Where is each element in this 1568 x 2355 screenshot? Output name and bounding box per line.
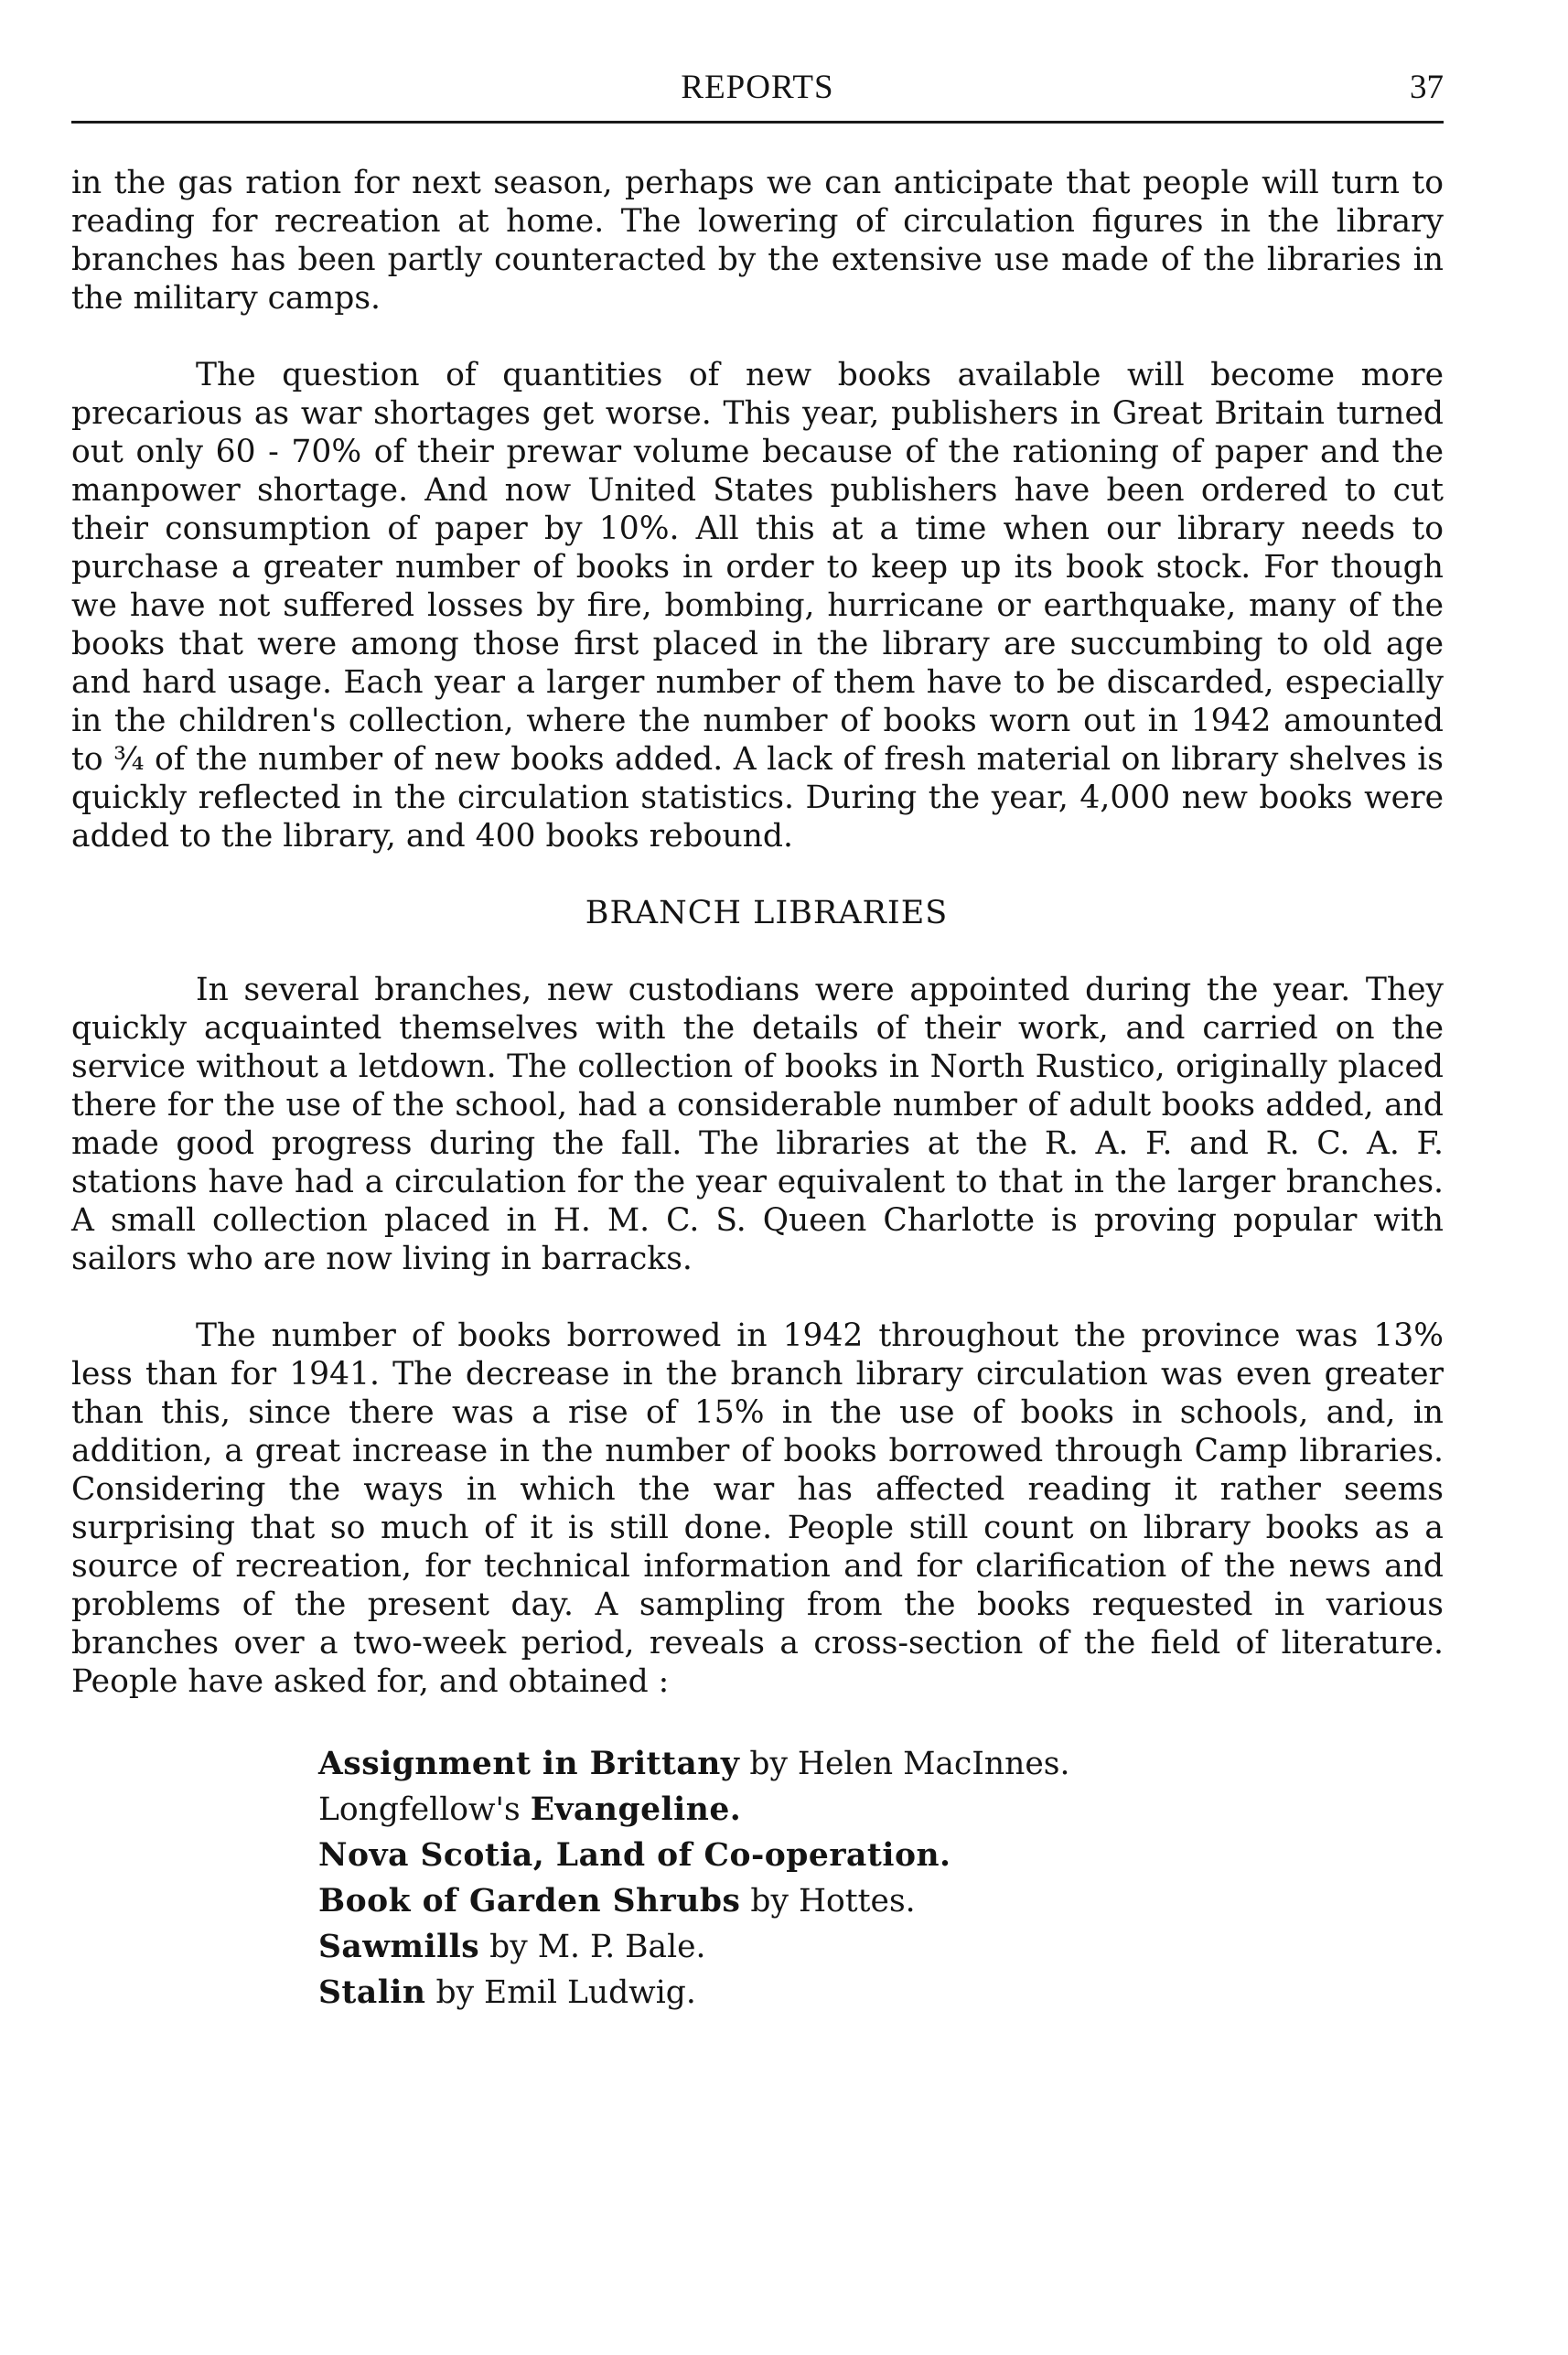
book-title: Sawmills <box>318 1929 480 1965</box>
book-title: Stalin <box>318 1974 426 2011</box>
paragraph-circulation: The number of books borrowed in 1942 throughout the province was 13% less than for 1941. The decrease in the branch library circulation was even greater than this, since there was a rise of 15% in the use of books in schools, and, in addition, a great increase in the number of books borrowed through Camp libraries. Considering the ways in which the war has affected reading it rather seems surprising that so much of it is still done. People still count on library books as a source of recreation, for technical information and for clarification of the news and problems of the present day. A sampling from the books requested in various branches over a two-week period, reveals a cross-section of the field of literature. People have asked for, and obtained : <box>71 1317 1444 1700</box>
book-title: Evangeline. <box>530 1791 742 1828</box>
list-item <box>318 1741 1444 1787</box>
book-author: by M. P. Bale. <box>479 1929 706 1965</box>
list-item <box>318 1833 1444 1878</box>
book-title: Book of Garden Shrubs <box>318 1883 741 1919</box>
book-author: by Emil Ludwig. <box>425 1974 696 2011</box>
paragraph-new-books: The question of quantities of new books available will become more precarious as war shortages get worse. This year, publishers in Great Britain turned out only 60 - 70% of their prewar volume because of the rationing of paper and the manpower shortage. And now United States publishers have been ordered to cut their consumption of paper by 10%. All this at a time when our library needs to purchase a greater number of books in order to keep up its book stock. For though we have not suffered losses by fire, bombing, hurricane or earthquake, many of the books that were among those first placed in the library are succumbing to old age and hard usage. Each year a larger number of them have to be discarded, especially in the children's collection, where the number of books worn out in 1942 amounted to ¾ of the number of new books added. A lack of fresh material on library shelves is quickly reflected in the circulation statistics. During the year, 4,000 new books were added to the library, and 400 books rebound. <box>71 357 1444 855</box>
book-author: by Hottes. <box>740 1883 916 1919</box>
list-item <box>318 1878 1444 1924</box>
list-item <box>318 1970 1444 2016</box>
document-page <box>71 55 1444 2016</box>
book-title: Assignment in Brittany <box>318 1746 740 1782</box>
paragraph-continued: in the gas ration for next season, perhaps we can anticipate that people will turn to reading for recreation at home. The lowering of circulation figures in the library branches has been partly counteracted by the extensive use made of the libraries in the military camps. <box>71 165 1444 317</box>
body-text <box>71 164 1444 1701</box>
paragraph-branch-custodians: In several branches, new custodians were appointed during the year. They quickly acquainted themselves with the details of their work, and carried on the service without a letdown. The collection of books in North Rustico, originally placed there for the use of the school, had a considerable number of adult books added, and made good progress during the fall. The libraries at the R. A. F. and R. C. A. F. stations have had a circulation for the year equivalent to that in the larger branches. A small collection placed in H. M. C. S. Queen Charlotte is proving popular with sailors who are now living in barracks. <box>71 972 1444 1277</box>
requested-books-list <box>318 1741 1444 2016</box>
running-header <box>71 55 1444 124</box>
running-title: REPORTS <box>681 69 834 106</box>
page-number: 37 <box>1410 69 1444 106</box>
list-item <box>318 1787 1444 1833</box>
list-item <box>318 1924 1444 1970</box>
section-heading: BRANCH LIBRARIES <box>585 895 949 931</box>
book-title: Nova Scotia, Land of Co-operation. <box>318 1837 951 1874</box>
book-author: by Helen MacInnes. <box>739 1746 1070 1782</box>
book-prefix: Longfellow's <box>318 1791 531 1828</box>
